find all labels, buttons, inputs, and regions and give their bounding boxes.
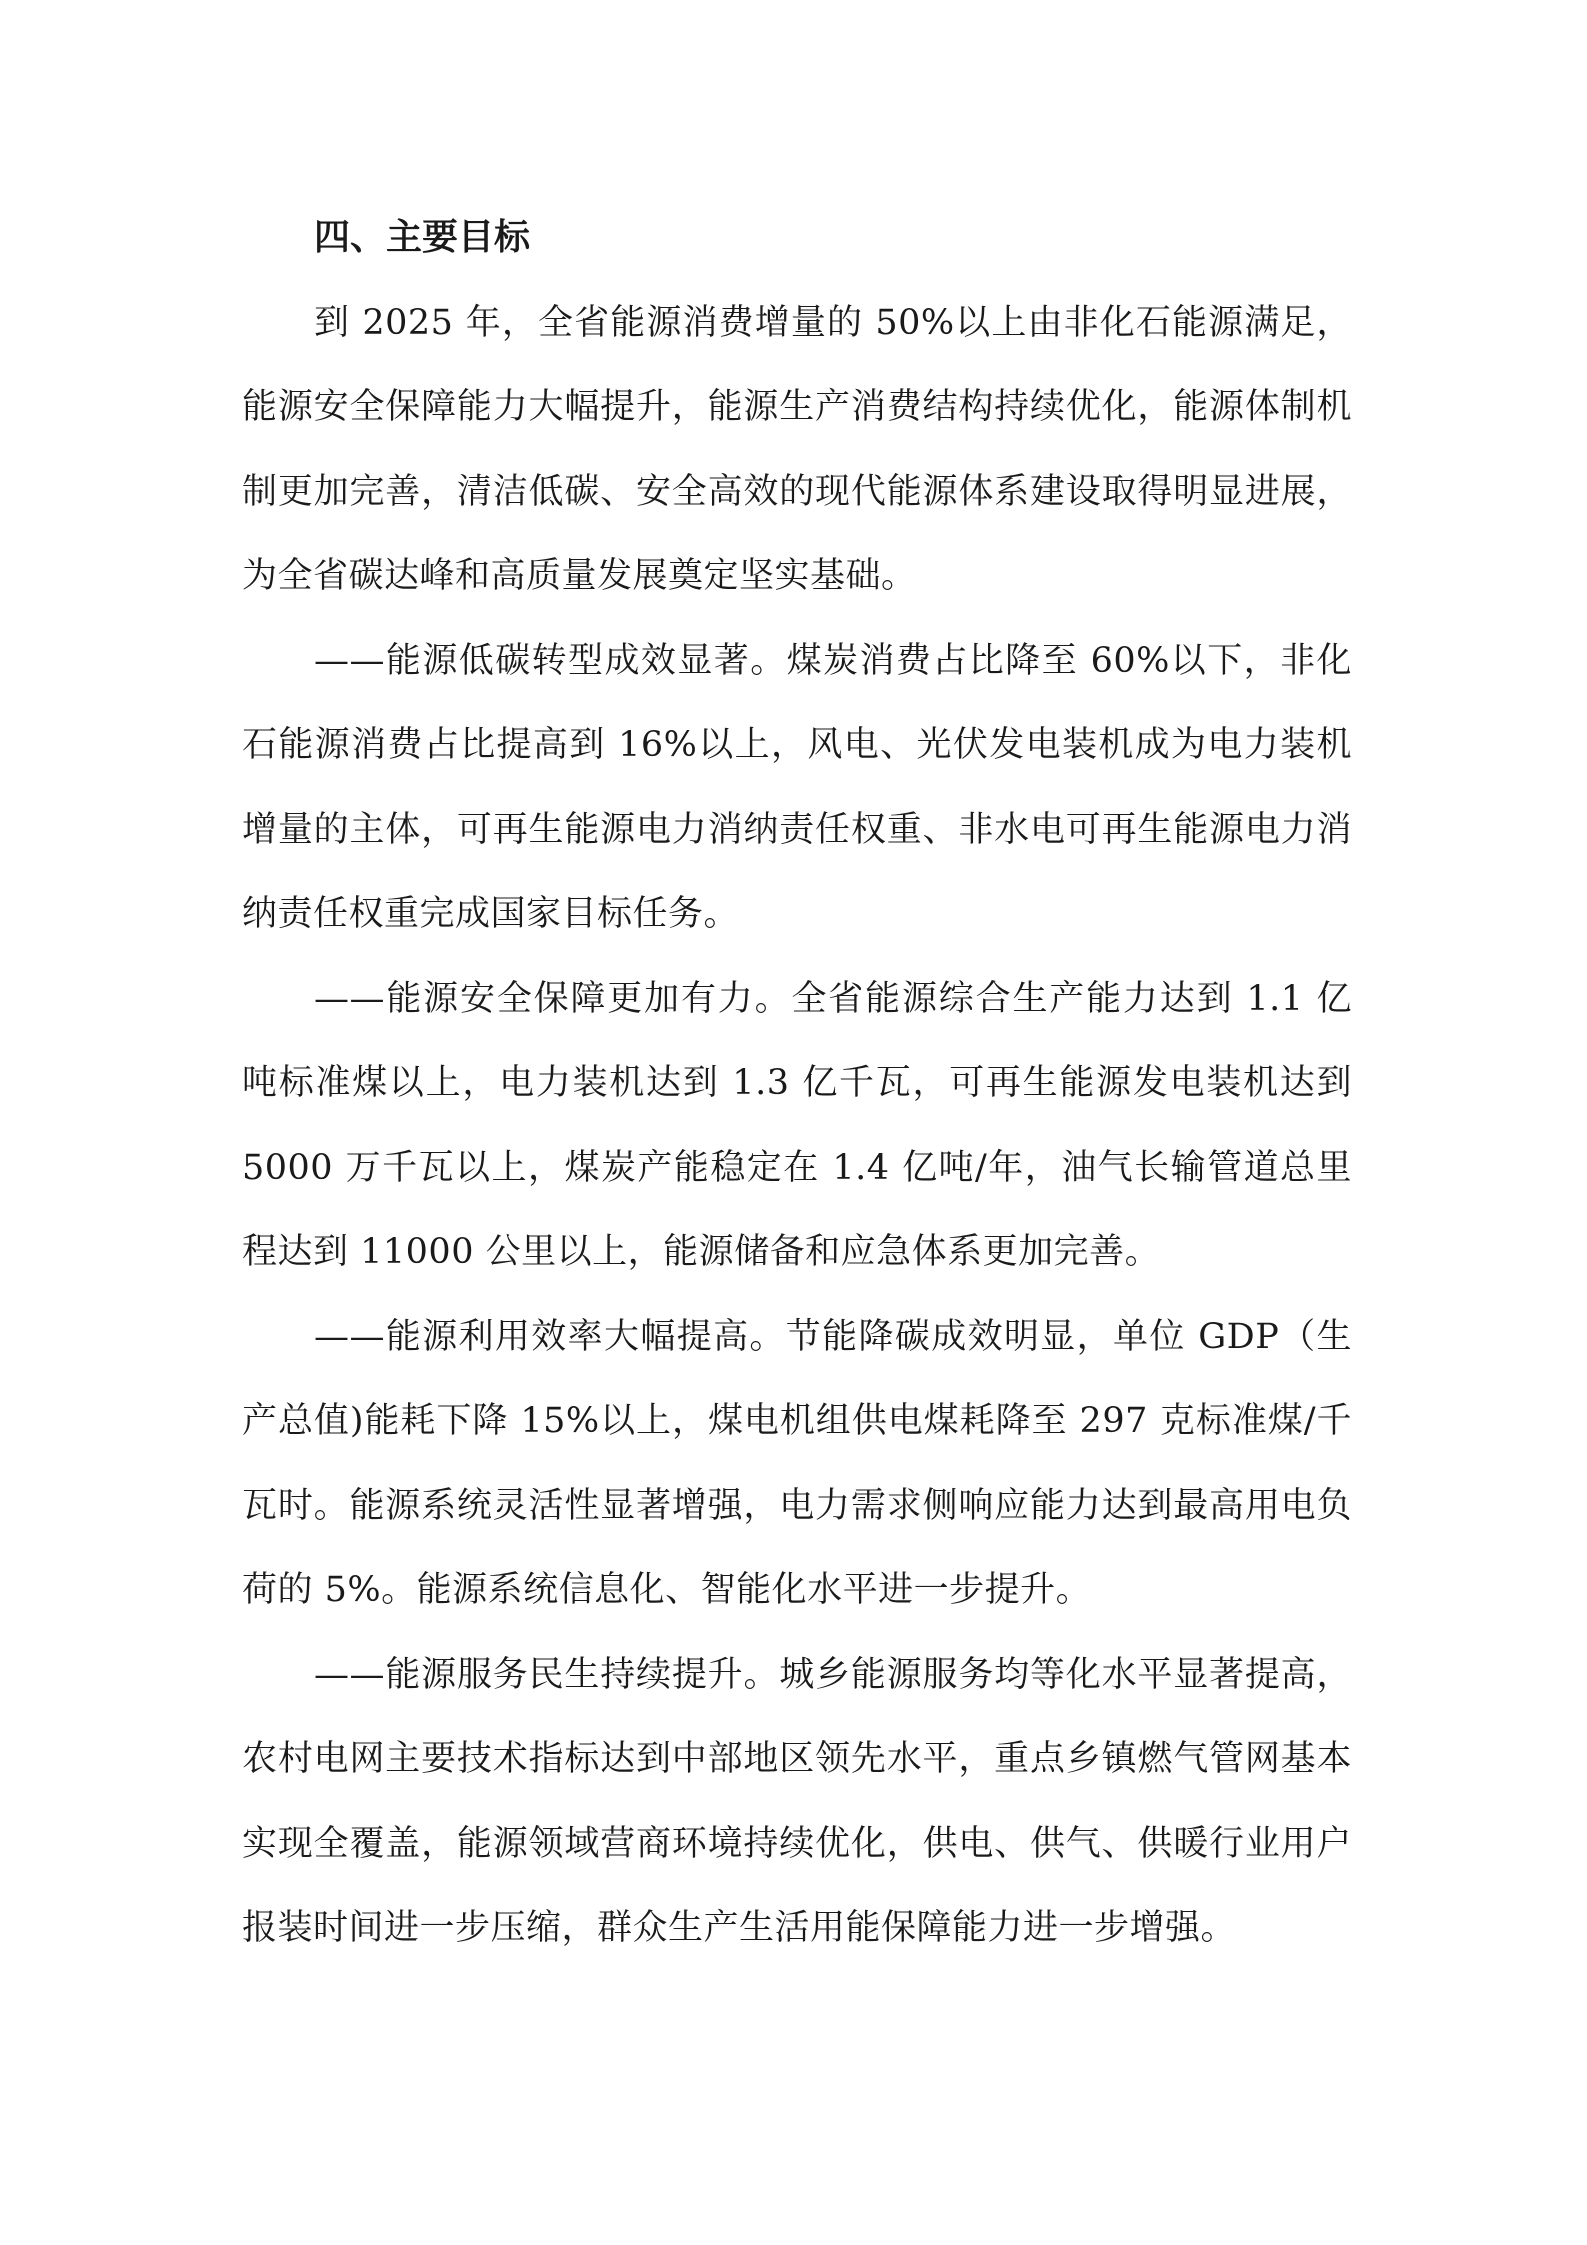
paragraph-low-carbon: ——能源低碳转型成效显著。煤炭消费占比降至 60%以下，非化石能源消费占比提高到 16%以上，风电、光伏发电装机成为电力装机增量的主体，可再生能源电力消纳责任权重、非水电可再生能源电力消纳责任权重完成国家目标任务。 [242, 640, 1352, 934]
paragraph-livelihood: ——能源服务民生持续提升。城乡能源服务均等化水平显著提高，农村电网主要技术指标达到中部地区领先水平，重点乡镇燃气管网基本实现全覆盖，能源领域营商环境持续优化，供电、供气、供暖行业用户报装时间进一步压缩，群众生产生活用能保障能力进一步增强。 [242, 1654, 1352, 1948]
paragraph-overview: 到 2025 年，全省能源消费增量的 50%以上由非化石能源满足，能源安全保障能力大幅提升，能源生产消费结构持续优化，能源体制机制更加完善，清洁低碳、安全高效的现代能源体系建设取得明显进展，为全省碳达峰和高质量发展奠定坚实基础。 [242, 302, 1352, 596]
paragraph-efficiency: ——能源利用效率大幅提高。节能降碳成效明显，单位 GDP（生产总值)能耗下降 15%以上，煤电机组供电煤耗降至 297 克标准煤/千瓦时。能源系统灵活性显著增强，电力需求侧响应能力达到最高用电负荷的 5%。能源系统信息化、智能化水平进一步提升。 [242, 1316, 1352, 1610]
section-heading: 四、主要目标 [314, 217, 531, 258]
document-page [242, 196, 1352, 1971]
paragraph-security: ——能源安全保障更加有力。全省能源综合生产能力达到 1.1 亿吨标准煤以上，电力装机达到 1.3 亿千瓦，可再生能源发电装机达到 5000 万千瓦以上，煤炭产能稳定在 1.4 亿吨/年，油气长输管道总里程达到 11000 公里以上，能源储备和应急体系更加完善。 [242, 978, 1352, 1272]
